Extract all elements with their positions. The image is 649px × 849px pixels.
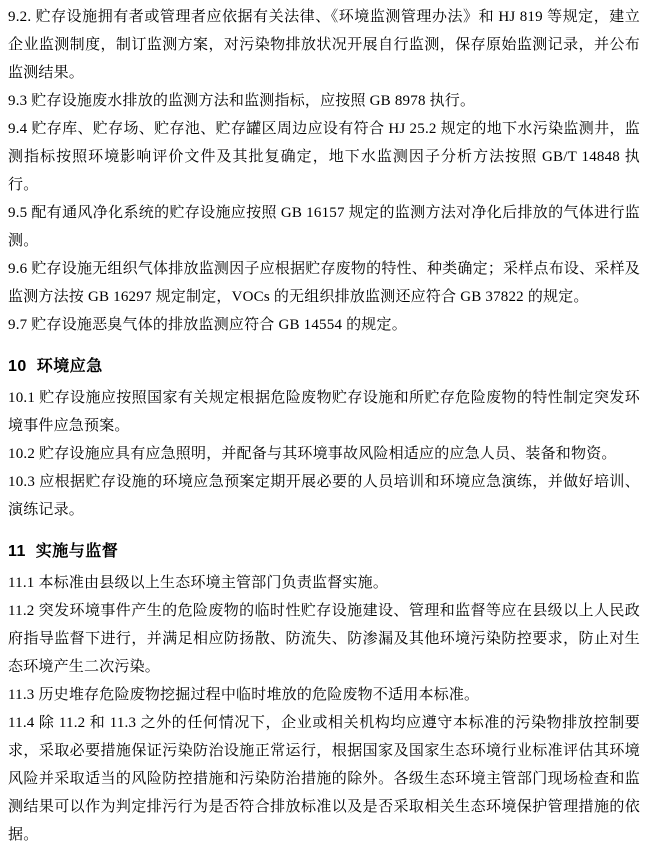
paragraph-9-2: 9.2. 贮存设施拥有者或管理者应依据有关法律、《环境监测管理办法》和 HJ 819 等规定，建立企业监测制度，制订监测方案，对污染物排放状况开展自行监测，保存原始监测记录，并公布监测结果。: [8, 9, 640, 81]
paragraph-9-6: 9.6 贮存设施无组织气体排放监测因子应根据贮存废物的特性、种类确定；采样点布设、采样及监测方法按 GB 16297 规定制定，VOCs 的无组织排放监测还应符合 GB 37822 的规定。: [8, 261, 640, 305]
paragraph-9-7: 9.7 贮存设施恶臭气体的排放监测应符合 GB 14554 的规定。: [8, 317, 407, 333]
paragraph-9-5: 9.5 配有通风净化系统的贮存设施应按照 GB 16157 规定的监测方法对净化后排放的气体进行监测。: [8, 205, 640, 249]
section-heading-10-environmental-emergency: 10 环境应急: [8, 358, 103, 375]
paragraph-9-4: 9.4 贮存库、贮存场、贮存池、贮存罐区周边应设有符合 HJ 25.2 规定的地下水污染监测井，监测指标按照环境影响评价文件及其批复确定，地下水监测因子分析方法按照 GB/T 14848 执行。: [8, 121, 640, 193]
paragraph-10-1: 10.1 贮存设施应按照国家有关规定根据危险废物贮存设施和所贮存危险废物的特性制定突发环境事件应急预案。: [8, 390, 640, 434]
section-heading-11-implementation-supervision: 11 实施与监督: [8, 543, 119, 560]
paragraph-11-2: 11.2 突发环境事件产生的危险废物的临时性贮存设施建设、管理和监督等应在县级以上人民政府指导监督下进行，并满足相应防扬散、防流失、防渗漏及其他环境污染防控要求，防止对生态环境产生二次污染。: [8, 603, 640, 675]
paragraph-11-4: 11.4 除 11.2 和 11.3 之外的任何情况下，企业或相关机构均应遵守本标准的污染物排放控制要求，采取必要措施保证污染防治设施正常运行，根据国家及国家生态环境行业标准评估其环境风险并采取适当的风险防控措施和污染防治措施的除外。各级生态环境主管部门现场检查和监测结果可以作为判定排污行为是否符合排放标准以及是否采取相关生态环境保护管理措施的依据。: [8, 715, 640, 843]
paragraph-11-3: 11.3 历史堆存危险废物挖掘过程中临时堆放的危险废物不适用本标准。: [8, 687, 480, 703]
paragraph-11-1: 11.1 本标准由县级以上生态环境主管部门负责监督实施。: [8, 575, 389, 591]
paragraph-10-2: 10.2 贮存设施应具有应急照明，并配备与其环境事故风险相适应的应急人员、装备和物资。: [8, 446, 617, 462]
paragraph-9-3: 9.3 贮存设施废水排放的监测方法和监测指标，应按照 GB 8978 执行。: [8, 93, 476, 109]
paragraph-10-3: 10.3 应根据贮存设施的环境应急预案定期开展必要的人员培训和环境应急演练，并做好培训、演练记录。: [8, 474, 640, 518]
